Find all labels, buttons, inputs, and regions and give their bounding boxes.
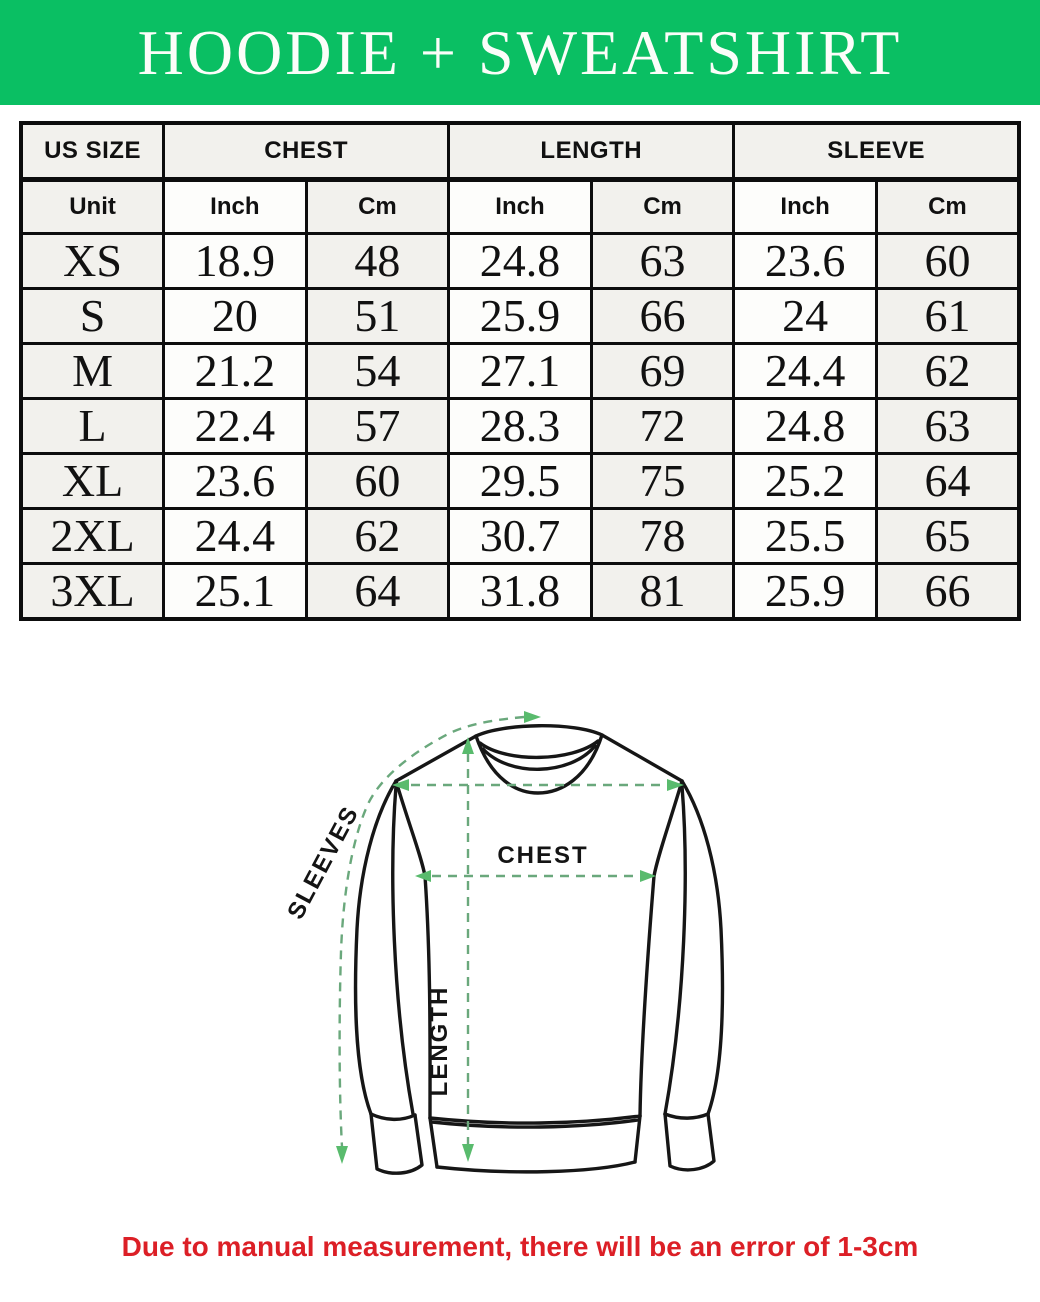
cell: 72 [591, 399, 734, 454]
cell: 20 [164, 289, 307, 344]
cell: 63 [591, 234, 734, 289]
cell: 24.8 [449, 234, 592, 289]
length-label: LENGTH [426, 985, 453, 1097]
cell: 27.1 [449, 344, 592, 399]
cell: 21.2 [164, 344, 307, 399]
cell: 62 [306, 509, 449, 564]
table-row-xl [21, 454, 1019, 509]
column-header-length: LENGTH [449, 123, 734, 180]
size-label: XS [21, 234, 164, 289]
unit-header-chest-cm: Cm [306, 180, 449, 234]
shoulder-measure-line [392, 779, 684, 791]
size-label: M [21, 344, 164, 399]
chest-label: CHEST [497, 842, 589, 869]
column-header-chest: CHEST [164, 123, 449, 180]
cell: 24.8 [734, 399, 877, 454]
cell: 66 [876, 564, 1019, 620]
cell: 23.6 [734, 234, 877, 289]
cell: 62 [876, 344, 1019, 399]
sweatshirt-measurement-diagram [280, 673, 760, 1213]
cell: 31.8 [449, 564, 592, 620]
unit-header-sleeve-cm: Cm [876, 180, 1019, 234]
cell: 63 [876, 399, 1019, 454]
unit-header-chest-inch: Inch [164, 180, 307, 234]
cell: 75 [591, 454, 734, 509]
arrow-right-icon [524, 711, 541, 723]
cell: 29.5 [449, 454, 592, 509]
size-label: L [21, 399, 164, 454]
length-measure-line [426, 737, 474, 1162]
size-label: 2XL [21, 509, 164, 564]
cell: 18.9 [164, 234, 307, 289]
table-row-s [21, 289, 1019, 344]
cell: 23.6 [164, 454, 307, 509]
cell: 61 [876, 289, 1019, 344]
cell: 22.4 [164, 399, 307, 454]
arrow-down-icon [462, 1144, 474, 1162]
table-row-2xl [21, 509, 1019, 564]
size-table [19, 121, 1021, 621]
cell: 24 [734, 289, 877, 344]
arrow-down-icon [336, 1146, 348, 1164]
unit-header-length-inch: Inch [449, 180, 592, 234]
cell: 30.7 [449, 509, 592, 564]
column-header-sleeve: SLEEVE [734, 123, 1019, 180]
cell: 69 [591, 344, 734, 399]
table-row-m [21, 344, 1019, 399]
unit-header-sleeve-inch: Inch [734, 180, 877, 234]
measurement-note: Due to manual measurement, there will be an error of 1-3cm [121, 1231, 919, 1262]
cell: 64 [306, 564, 449, 620]
cell: 60 [306, 454, 449, 509]
size-label: S [21, 289, 164, 344]
page-title: HOODIE + SWEATSHIRT [137, 16, 903, 88]
cell: 24.4 [734, 344, 877, 399]
table-unit-header-row [21, 180, 1019, 234]
cell: 60 [876, 234, 1019, 289]
cell: 65 [876, 509, 1019, 564]
sweatshirt-outline [355, 726, 722, 1173]
cell: 66 [591, 289, 734, 344]
cell: 78 [591, 509, 734, 564]
cell: 25.9 [734, 564, 877, 620]
cell: 25.1 [164, 564, 307, 620]
cell: 25.2 [734, 454, 877, 509]
cell: 25.9 [449, 289, 592, 344]
cell: 25.5 [734, 509, 877, 564]
sleeves-label: SLEEVES [282, 801, 365, 924]
size-label: XL [21, 454, 164, 509]
cell: 28.3 [449, 399, 592, 454]
size-label: 3XL [21, 564, 164, 620]
cell: 48 [306, 234, 449, 289]
cell: 81 [591, 564, 734, 620]
unit-header: Unit [21, 180, 164, 234]
sweatshirt-diagram-svg [280, 673, 760, 1213]
unit-header-length-cm: Cm [591, 180, 734, 234]
column-header-us-size: US SIZE [21, 123, 164, 180]
table-row-xs [21, 234, 1019, 289]
banner [0, 0, 1040, 105]
cell: 57 [306, 399, 449, 454]
table-group-header-row [21, 123, 1019, 180]
cell: 64 [876, 454, 1019, 509]
chest-measure-line [415, 842, 656, 882]
cell: 54 [306, 344, 449, 399]
cell: 51 [306, 289, 449, 344]
table-row-3xl [21, 564, 1019, 620]
table-row-l [21, 399, 1019, 454]
cell: 24.4 [164, 509, 307, 564]
